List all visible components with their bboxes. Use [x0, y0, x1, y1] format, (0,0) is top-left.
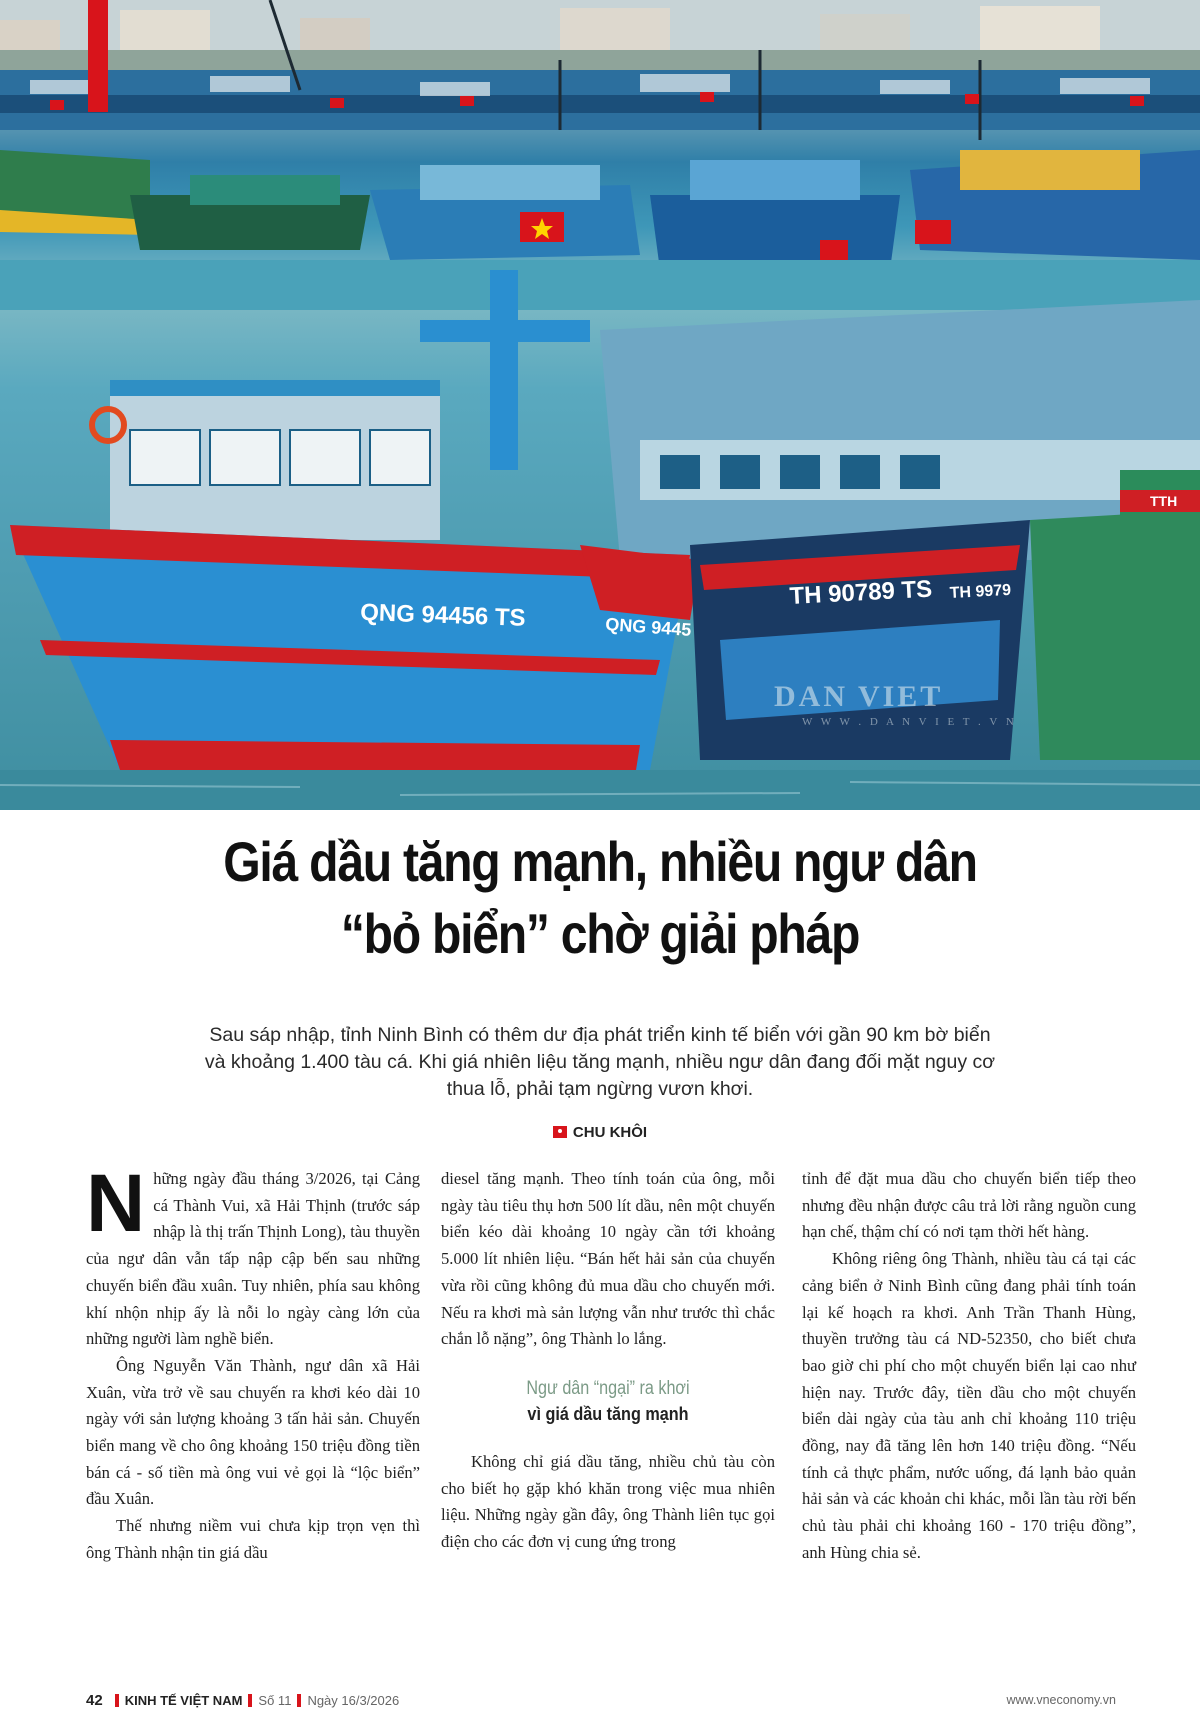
author-name: CHU KHÔI	[572, 1124, 648, 1141]
paragraph: diesel tăng mạnh. Theo tính toán của ông, mỗi ngày tàu tiêu thụ hơn 500 lít dầu, nên một chuyến biển kéo dài khoảng 10 ngày cần tới khoảng 5.000 lít nhiên liệu. “Bán hết hải sản của chuyến vừa rồi cũng không đủ mua dầu cho chuyến mới. Nếu ra khơi mà sản lượng vẫn như trước thì chắc chắn lỗ nặng”, ông Thành lo lắng.	[441, 1169, 775, 1349]
headline-line-2: “bỏ biển” chờ giải pháp	[340, 902, 860, 965]
section-subheading	[441, 1377, 775, 1427]
subheading-line-1: Ngư dân “ngại” ra khơi	[526, 1377, 690, 1399]
svg-text:QNG 9445: QNG 9445	[604, 614, 692, 640]
footer-divider	[115, 1694, 119, 1707]
article-headline	[118, 826, 1081, 970]
article-standfirst: Sau sáp nhập, tỉnh Ninh Bình có thêm dư địa phát triển kinh tế biển với gần 90 km bờ biển và khoảng 1.400 tàu cá. Khi giá nhiên liệu tăng mạnh, nhiều ngư dân đang đối mặt nguy cơ thua lỗ, phải tạm ngừng vươn khơi.	[204, 1024, 996, 1100]
paragraph: Không chỉ giá dầu tăng, nhiều chủ tàu còn cho biết họ gặp khó khăn trong việc mua nhiên liệu. Những ngày gần đây, ông Thành liên tục gọi điện cho các đơn vị cung ứng trong	[441, 1451, 775, 1552]
paragraph: Không riêng ông Thành, nhiều tàu cá tại các cảng biển ở Ninh Bình cũng đang phải tính toán lại kế hoạch ra khơi. Anh Trần Thanh Hùng, thuyền trưởng tàu cá ND-52350, cho biết chưa bao giờ chi phí cho một chuyến biển lại cao như hiện nay. Trước đây, tiền dầu cho một chuyến biển dài ngày của tàu anh chỉ khoảng 110 triệu đồng, nay đã tăng lên hơn 140 triệu đồng. “Nếu tính cả thực phẩm, nước uống, đá lạnh bảo quản hải sản và các khoản chi khác, mỗi lần tàu rời bến chủ tàu phải chi khoảng 160 - 170 triệu đồng”, anh Hùng chia sẻ.	[802, 1249, 1136, 1562]
paragraph: Thế nhưng niềm vui chưa kịp trọn vẹn thì ông Thành nhận tin giá dầu	[86, 1516, 420, 1562]
svg-text:QNG 94456 TS: QNG 94456 TS	[359, 599, 527, 632]
publication-name: KINH TẾ VIỆT NAM	[124, 1692, 243, 1708]
svg-text:TH 9979: TH 9979	[949, 581, 1012, 602]
body-column-2	[441, 1166, 775, 1556]
photo-watermark: DAN VIET	[774, 680, 944, 713]
subheading-line-2: vì giá dầu tăng mạnh	[527, 1403, 689, 1424]
photo-watermark-url: W W W . D A N V I E T . V N	[802, 716, 1017, 728]
svg-text:TH 90789 TS: TH 90789 TS	[788, 575, 933, 610]
fishing-boats-photo	[0, 0, 1200, 810]
page-footer	[86, 1690, 1116, 1710]
cover-photo	[0, 0, 1200, 810]
page-number: 42	[86, 1691, 103, 1709]
drop-cap: N	[86, 1158, 146, 1249]
section-marker	[88, 0, 108, 112]
website-link[interactable]: www.vneconomy.vn	[1006, 1693, 1116, 1707]
camera-icon	[553, 1126, 567, 1138]
headline-line-1: Giá dầu tăng mạnh, nhiều ngư dân	[223, 830, 977, 893]
paragraph: Những ngày đầu tháng 3/2026, tại Cảng cá Thành Vui, xã Hải Thịnh (trước sáp nhập là thị trấn Thịnh Long), tàu thuyền của ngư dân vẫn tấp nập cập bến sau những chuyến biển đầu xuân. Tuy nhiên, phía sau không khí nhộn nhịp ấy là nỗi lo ngày càng lớn của những người làm nghề biển.	[86, 1158, 420, 1349]
footer-divider	[248, 1694, 252, 1707]
footer-divider	[297, 1694, 301, 1707]
paragraph: tỉnh để đặt mua dầu cho chuyến biển tiếp theo nhưng đều nhận được câu trả lời rằng nguồn cung hạn chế, thậm chí có nơi tạm thời hết hàng.	[802, 1169, 1136, 1242]
svg-text:TTH: TTH	[1150, 493, 1178, 509]
byline	[0, 1124, 1200, 1141]
issue-number: Số 11	[258, 1692, 292, 1708]
body-column-3	[802, 1166, 1136, 1567]
body-column-1	[86, 1158, 420, 1567]
issue-date: Ngày 16/3/2026	[307, 1692, 400, 1708]
paragraph: Ông Nguyễn Văn Thành, ngư dân xã Hải Xuân, vừa trở về sau chuyến ra khơi kéo dài 10 ngày với sản lượng khoảng 3 tấn hải sản. Chuyến biển mang về cho ông khoảng 150 triệu đồng tiền bán cá - số tiền mà ông vui vẻ gọi là “lộc biển” đầu Xuân.	[86, 1355, 420, 1509]
